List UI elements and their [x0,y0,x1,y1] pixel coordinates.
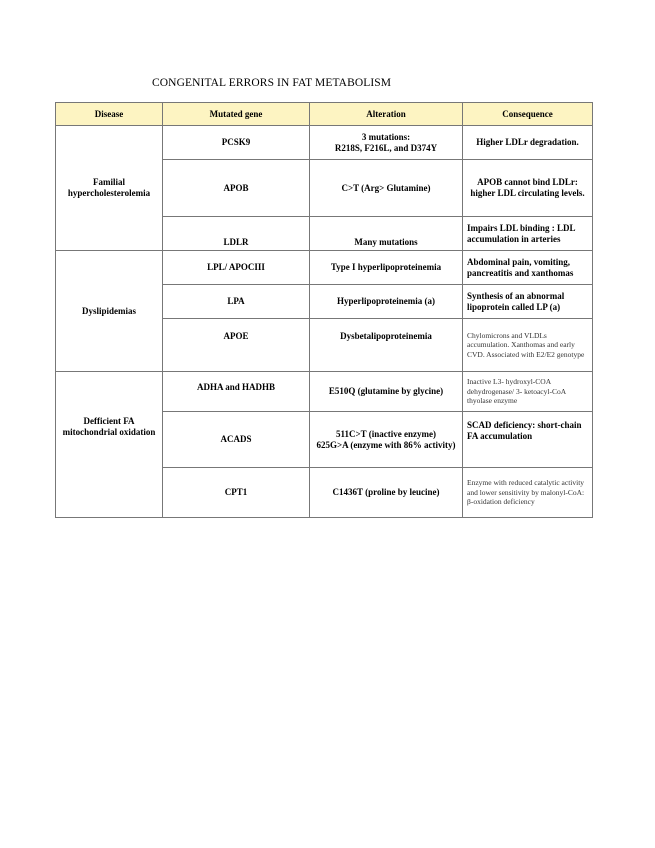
header-mutated-gene: Mutated gene [163,103,310,126]
disease-cell: Familial hypercholesterolemia [56,126,163,251]
consequence-cell: APOB cannot bind LDLr: higher LDL circulating levels. [463,160,593,217]
header-alteration: Alteration [310,103,463,126]
page-title: CONGENITAL ERRORS IN FAT METABOLISM [152,77,392,89]
gene-cell: LDLR [163,217,310,251]
consequence-cell: Chylomicrons and VLDLs accumulation. Xanthomas and early CVD. Associated with E2/E2 genotype [463,319,593,372]
alteration-cell: Dysbetalipoproteinemia [310,319,463,372]
disease-cell: Defficient FA mitochondrial oxidation [56,372,163,518]
alteration-cell: 3 mutations: R218S, F216L, and D374Y [310,126,463,160]
gene-cell: ACADS [163,412,310,468]
gene-cell: APOE [163,319,310,372]
consequence-cell: Synthesis of an abnormal lipoprotein called LP (a) [463,285,593,319]
table-row [56,126,593,160]
table-row [56,251,593,285]
table-row [56,372,593,412]
alteration-cell: Hyperlipoproteinemia (a) [310,285,463,319]
gene-cell: ADHA and HADHB [163,372,310,412]
alteration-cell: E510Q (glutamine by glycine) [310,372,463,412]
alteration-cell: 511C>T (inactive enzyme) 625G>A (enzyme with 86% activity) [310,412,463,468]
metabolism-table [55,102,593,518]
alteration-cell: Type I hyperlipoproteinemia [310,251,463,285]
table-header-row [56,103,593,126]
consequence-cell: Impairs LDL binding : LDL accumulation in arteries [463,217,593,251]
gene-cell: APOB [163,160,310,217]
alteration-cell: C1436T (proline by leucine) [310,468,463,518]
consequence-cell: SCAD deficiency: short-chain FA accumulation [463,412,593,468]
disease-cell: Dyslipidemias [56,251,163,372]
consequence-cell: Inactive L3- hydroxyl-COA dehydrogenase/ 3- ketoacyl-CoA thyolase enzyme [463,372,593,412]
gene-cell: CPT1 [163,468,310,518]
gene-cell: LPA [163,285,310,319]
header-disease: Disease [56,103,163,126]
gene-cell: PCSK9 [163,126,310,160]
consequence-cell: Higher LDLr degradation. [463,126,593,160]
alteration-cell: C>T (Arg> Glutamine) [310,160,463,217]
header-consequence: Consequence [463,103,593,126]
alteration-cell: Many mutations [310,217,463,251]
consequence-cell: Enzyme with reduced catalytic activity and lower sensitivity by malonyl-CoA: β-oxidation deficiency [463,468,593,518]
gene-cell: LPL/ APOCIII [163,251,310,285]
consequence-cell: Abdominal pain, vomiting, pancreatitis and xanthomas [463,251,593,285]
